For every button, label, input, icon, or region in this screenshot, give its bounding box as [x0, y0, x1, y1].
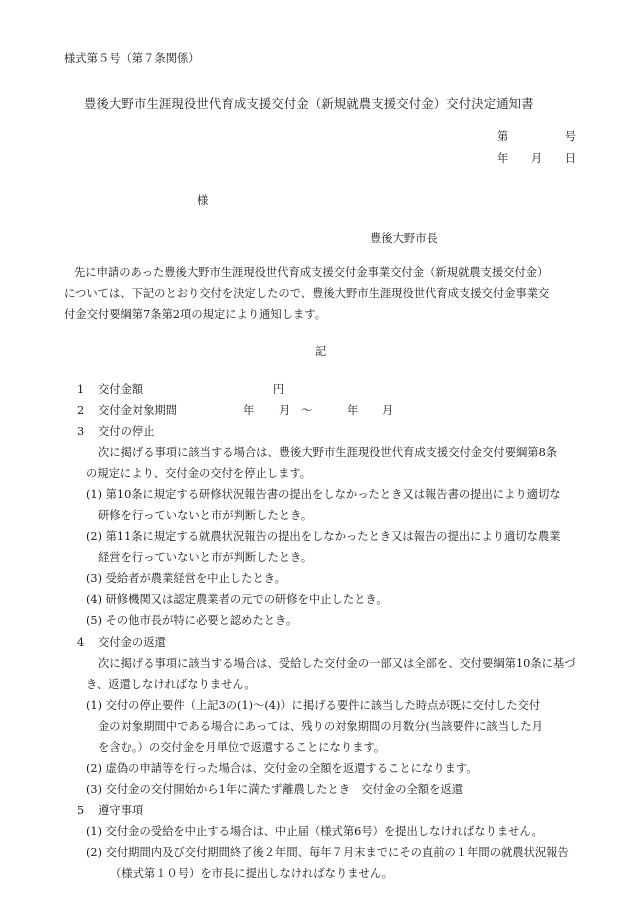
item-2-tilde: ～: [301, 404, 313, 417]
intro-line-2: については、下記のとおり交付を決定したので、豊後大野市生涯現役世代育成支援交付金事業交: [64, 287, 550, 300]
item-5-sub-2a: (2) 交付期間内及び交付期間終了後２年間、毎年７月末までにその直前の１年間の就農状況報告: [86, 846, 569, 859]
item-3-sub-1b: 研修を行っていないと市が判断したとき。: [98, 509, 313, 522]
item-4-number: 4: [77, 636, 85, 649]
item-1-label: 交付金額: [98, 383, 144, 396]
item-1-unit: 円: [273, 383, 285, 396]
item-4-sub-1c: を含む。）の交付金を月単位で返還することになります。: [98, 741, 386, 754]
item-1-number: 1: [77, 383, 85, 396]
item-3-body-1: 次に掲げる事項に該当する場合は、豊後大野市生涯現役世代育成支援交付金交付要綱第8条: [98, 446, 558, 459]
item-3-sub-4: (4) 研修機関又は認定農業者の元での研修を中止したとき。: [86, 593, 388, 606]
document-title: 豊後大野市生涯現役世代育成支援交付金（新規就農支援交付金）交付決定通知書: [84, 96, 534, 111]
intro-line-3: 付金交付要綱第7条第2項の規定により通知します。: [64, 308, 327, 321]
item-2-month-end: 月: [382, 404, 394, 417]
item-2-year-start: 年: [243, 404, 255, 417]
document-number-line: 第 号: [497, 130, 577, 143]
item-3-number: 3: [77, 425, 85, 438]
item-3-sub-3: (3) 受給者が農業経営を中止したとき。: [86, 572, 286, 585]
item-3-sub-2a: (2) 第11条に規定する就農状況報告の提出をしなかったとき又は報告の提出により適切な農業: [86, 530, 561, 543]
item-4-sub-1b: 金の対象期間中である場合にあっては、残りの対象期間の月数分(当該要件に該当した月: [98, 720, 543, 733]
item-4-sub-2: (2) 虚偽の申請等を行った場合は、交付金の全額を返還することになります。: [86, 762, 478, 775]
item-3-sub-5: (5) その他市長が特に必要と認めたとき。: [86, 614, 298, 627]
item-2-month-start: 月: [279, 404, 291, 417]
item-5-sub-2b: （様式第１０号）を市長に提出しなければなりません。: [110, 867, 394, 880]
form-label: 様式第５号（第７条関係）: [64, 52, 200, 65]
addressee-suffix: 様: [197, 194, 209, 207]
item-3-sub-1a: (1) 第10条に規定する研修状況報告書の提出をしなかったとき又は報告書の提出により適切な: [86, 488, 561, 501]
item-3-body-2: の規定により、交付金の交付を停止します。: [86, 467, 312, 480]
issuer-name: 豊後大野市長: [370, 232, 438, 245]
item-4-label: 交付金の返還: [98, 636, 166, 649]
item-5-sub-1: (1) 交付金の受給を中止する場合は、中止届（様式第6号）を提出しなければなりません。: [86, 825, 543, 838]
item-4-body-1: 次に掲げる事項に該当する場合は、受給した交付金の一部又は全部を、交付要綱第10条に基づ: [98, 657, 576, 670]
item-2-label: 交付金対象期間: [98, 404, 178, 417]
item-5-label: 遵守事項: [98, 804, 144, 817]
item-3-label: 交付の停止: [98, 425, 155, 438]
item-4-sub-1a: (1) 交付の停止要件（上記3の(1)～(4)）に掲げる要件に該当した時点が既に交付した交付: [86, 699, 541, 712]
ki-heading: 記: [315, 345, 327, 358]
item-4-sub-3: (3) 交付金の交付開始から1年に満たず離農したとき 交付金の全額を返還: [86, 783, 463, 796]
item-2-year-end: 年: [347, 404, 359, 417]
item-5-number: 5: [77, 804, 85, 817]
item-4-body-2: き、返還しなければなりません。: [86, 678, 256, 691]
document-date-line: 年 月 日: [497, 152, 577, 165]
item-3-sub-2b: 経営を行っていないと市が判断したとき。: [98, 551, 313, 564]
item-2-number: 2: [77, 404, 85, 417]
intro-line-1: 先に申請のあった豊後大野市生涯現役世代育成支援交付金事業交付金（新規就農支援交付金）: [74, 266, 549, 279]
